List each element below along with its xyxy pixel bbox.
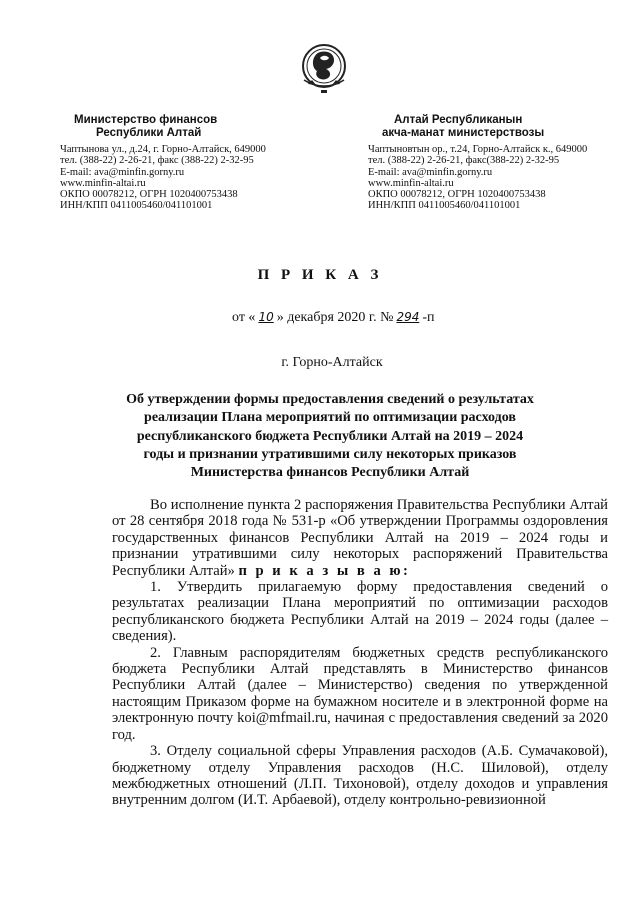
order-number-handwritten: 294: [396, 310, 420, 324]
inn-kpp: ИНН/КПП 0411005460/041101001: [368, 200, 521, 212]
preamble-paragraph: [112, 497, 608, 579]
email: E-mail: ava@minfin.gorny.ru: [368, 166, 493, 178]
item-2: 2. Главным распорядителям бюджетных средств республиканского бюджета Республики Алтай представлять в Министерство финансов Республики Алтай (далее – Министерство) сведения по утвержденной настоящим Приказом форме на бумажном носителе и в электронной форме на электронную почту koi@mfmail.ru, начиная с предоставления сведений за 2020 год.: [112, 644, 608, 743]
phones: тел. (388-22) 2-26-21, факс(388-22) 2-32-95: [368, 155, 560, 167]
decree-word: п р и к а з ы в а ю:: [238, 562, 411, 579]
org-name-line1: Алтай Республиканын: [394, 114, 523, 126]
org-name-line2: акча-манат министерствозы: [382, 127, 545, 139]
order-body: [112, 497, 608, 809]
item-1: 1. Утвердить прилагаемую форму предоставления сведений о результатах реализации Плана мероприятий по оптимизации расходов республиканского бюджета Республики Алтай на 2019 – 2024 годы (далее – сведения).: [112, 579, 608, 645]
order-subject: Об утверждении формы предоставления сведений о результатах реализации Плана мероприятий по оптимизации расходов республиканского бюджета Республики Алтай на 2019 – 2024 годы и признании утратившими силу некоторых приказов Министерства финансов Республики Алтай: [126, 392, 534, 481]
date-day-handwritten: 10: [258, 310, 274, 324]
date-middle: » декабря 2020 г. №: [276, 310, 394, 325]
address: Чаптынова ул., д.24, г. Горно-Алтайск, 649000: [60, 144, 266, 155]
order-date-number: [232, 310, 435, 326]
item-3: 3. Отделу социальной сферы Управления расходов (А.Б. Сумачаковой), бюджетному отделу Управления расходов (Н.С. Шиловой), отделу межбюджетных отношений (Л.П. Тихоновой), отделу доходов и управления внутренним долгом (И.Т. Арбаевой), отделу контрольно-ревизионной: [112, 743, 608, 809]
website: www.minfin-altai.ru: [60, 177, 146, 189]
phones: тел. (388-22) 2-26-21, факс (388-22) 2-32-95: [60, 155, 254, 167]
okpo-ogrn: ОКПО 00078212, ОГРН 1020400753438: [368, 189, 546, 201]
ministry-header-altai: [368, 114, 628, 212]
ministry-header-russian: [60, 114, 320, 212]
okpo-ogrn: ОКПО 00078212, ОГРН 1020400753438: [60, 189, 238, 201]
email: E-mail: ava@minfin.gorny.ru: [60, 166, 185, 178]
date-prefix: от «: [232, 310, 256, 325]
inn-kpp: ИНН/КПП 0411005460/041101001: [60, 200, 213, 212]
number-suffix: -п: [422, 310, 435, 325]
website: www.minfin-altai.ru: [368, 177, 454, 189]
address: Чаптыновтын ор., т.24, Горно-Алтайск к., 649000: [368, 144, 588, 155]
city: г. Горно-Алтайск: [281, 355, 383, 370]
org-name-line1: Министерство финансов: [74, 114, 218, 126]
document-type-title: П Р И К А З: [257, 267, 383, 283]
preamble-text: Во исполнение пункта 2 распоряжения Правительства Республики Алтай от 28 сентября 2018 года № 531-р «Об утверждении Программы оздоровления государственных финансов Республики Алтай на 2019 – 2024 годы и признании утратившими силу некоторых распоряжений Правительства Республики Алтай»: [112, 497, 608, 579]
altai-coat-of-arms-icon: [296, 40, 352, 104]
org-name-line2: Республики Алтай: [96, 127, 202, 139]
